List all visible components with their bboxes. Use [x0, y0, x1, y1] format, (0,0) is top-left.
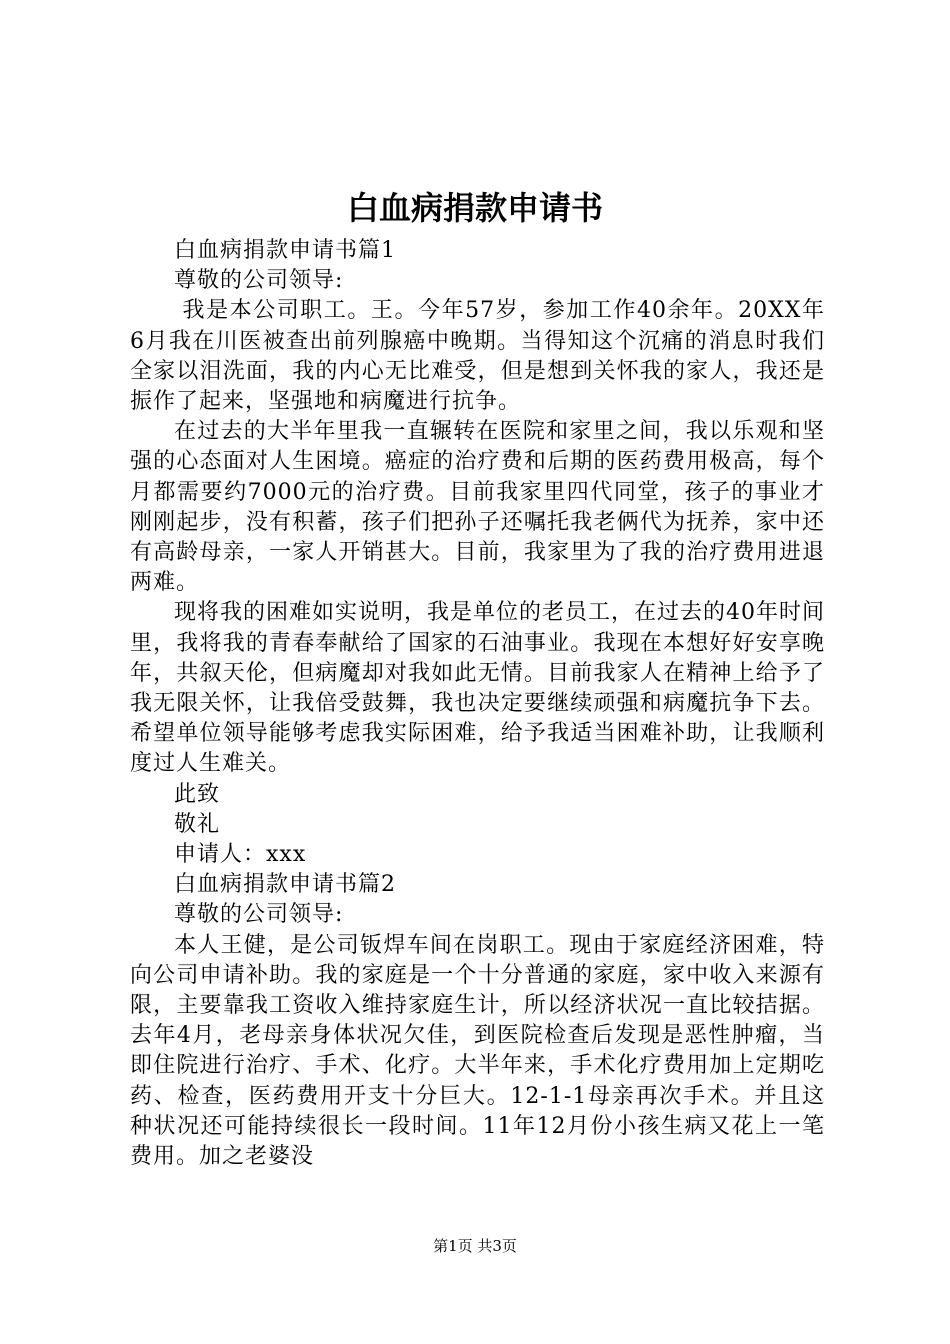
body-paragraph: 现将我的困难如实说明，我是单位的老员工，在过去的40年时间里，我将我的青春奉献给了国家的石油事业。我现在本想好好安享晚年，共叙天伦，但病魔却对我如此无情。目前我家人在精神上给予了我无限关怀，让我倍受鼓舞，我也决定要继续顽强和病魔抗争下去。希望单位领导能够考虑我实际困难，给予我适当困难补助，让我顺利度过人生难关。	[130, 600, 825, 777]
applicant-line: 申请人：xxx	[174, 842, 307, 868]
document-body	[130, 236, 825, 1172]
body-paragraph: 我是本公司职工。王。今年57岁，参加工作40余年。20XX年6月我在川医被查出前列腺癌中晚期。当得知这个沉痛的消息时我们全家以泪洗面，我的内心无比难受，但是想到关怀我的家人，我还是振作了起来，坚强地和病魔进行抗争。	[130, 298, 825, 415]
closing-line: 此致	[174, 781, 221, 807]
closing-line: 敬礼	[174, 811, 221, 837]
salutation: 尊敬的公司领导:	[174, 902, 344, 928]
section-heading-1: 白血病捐款申请书篇1	[174, 238, 396, 263]
salutation: 尊敬的公司领导:	[174, 268, 344, 294]
page-footer: 第1页 共3页	[433, 1237, 517, 1255]
body-paragraph: 本人王健，是公司钣焊车间在岗职工。现由于家庭经济困难，特向公司申请补助。我的家庭是一个十分普通的家庭，家中收入来源有限，主要靠我工资收入维持家庭生计，所以经济状况一直比较拮据。去年4月，老母亲身体状况欠佳，到医院检查后发现是恶性肿瘤，当即住院进行治疗、手术、化疗。大半年来，手术化疗费用加上定期吃药、检查，医药费用开支十分巨大。12-1-1母亲再次手术。并且这种状况还可能持续很长一段时间。11年12月份小孩生病又花上一笔费用。加之老婆没	[130, 932, 825, 1170]
section-heading-2: 白血病捐款申请书篇2	[174, 872, 396, 898]
document-title: 白血病捐款申请书	[346, 189, 603, 227]
body-paragraph: 在过去的大半年里我一直辗转在医院和家里之间，我以乐观和坚强的心态面对人生困境。癌症的治疗费和后期的医药费用极高，每个月都需要约7000元的治疗费。目前我家里四代同堂，孩子的事业才刚刚起步，没有积蓄，孩子们把孙子还嘱托我老俩代为抚养，家中还有高龄母亲，一家人开销甚大。目前，我家里为了我的治疗费用进退两难。	[130, 419, 825, 596]
